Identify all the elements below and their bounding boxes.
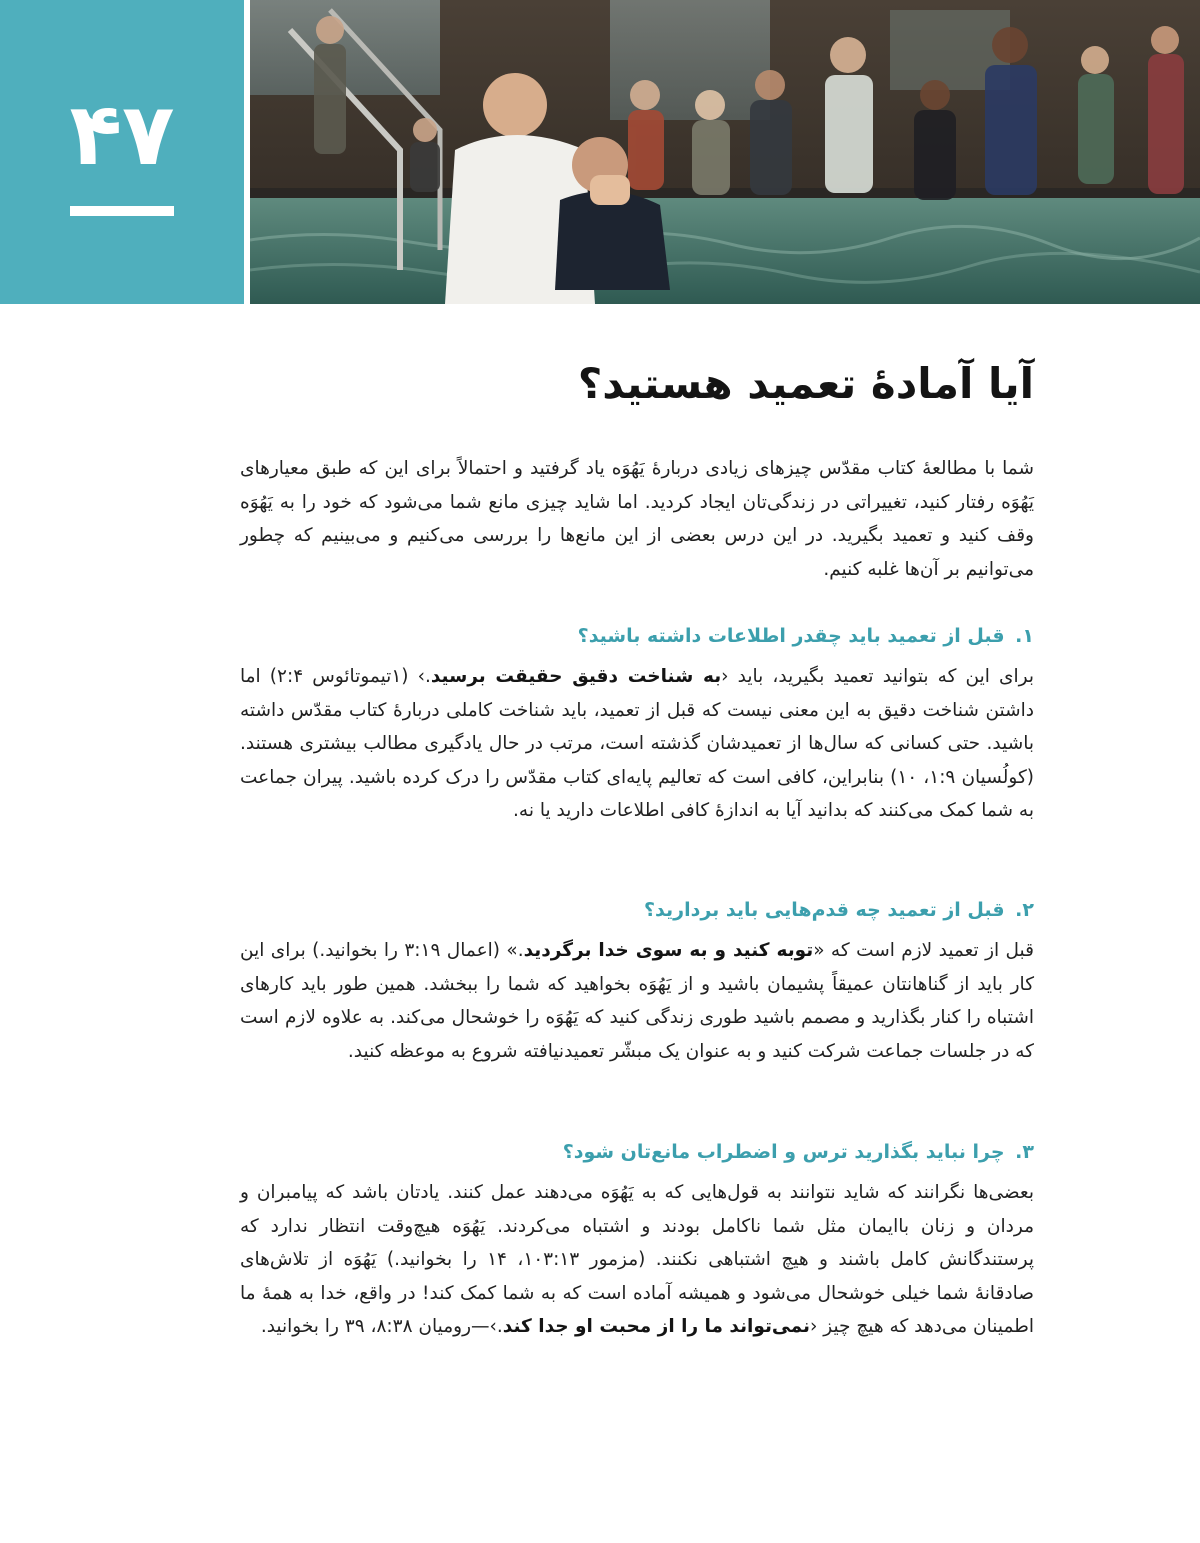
lesson-number: ۴۷ (69, 85, 175, 185)
section-2-heading (240, 894, 1034, 926)
section-3-text-start: بعضی‌ها نگرانند که شاید نتوانند به قول‌هایی که به یَهُوَه می‌دهند عمل کنند. یادتان باشد که پیامبران و مردان و زنان باایمان مثل شما ناکامل بودند و اشتباه می‌کردند. یَهُوَه هیچ‌وقت انتظار ندارد که پرستندگانش کامل باشند و هیچ اشتباهی نکنند. (مزمور ۱۰۳:۱۳، ۱۴ را بخوانید.) یَهُوَه از تلاش‌های صادقانهٔ شما خیلی خوشحال می‌شود و همیشه آماده است که به شما کمک کند! در واقع، خدا به همهٔ ما اطمینان می‌دهد که هیچ چیز ‹ (240, 1182, 1034, 1337)
section-1-paragraph (240, 660, 1034, 828)
section-2-scripture-quote: توبه کنید و به سوی خدا برگردید (523, 940, 814, 961)
section-3-heading (240, 1136, 1034, 1168)
section-1-text-end: .› (۱تیموتائوس ۲:۴) اما داشتن شناخت دقیق به این معنی نیست که قبل از تعمید، باید شناخت کاملی دربارهٔ کتاب مقدّس داشته باشید. حتی کسانی که سال‌ها از تعمیدشان گذشته است، مرتب در حال یادگیری مطالب بیشتری هستند. (کولُسیان ۱:۹، ۱۰) بنابراین، کافی است که تعالیم پایه‌ای کتاب مقدّس را درک کرده باشید. پیران جماعت به شما کمک می‌کنند که بدانید آیا به اندازهٔ کافی اطلاعات دارید یا نه. (240, 666, 1034, 821)
section-3-paragraph (240, 1176, 1034, 1344)
page-title: آیا آمادهٔ تعمید هستید؟ (577, 359, 1034, 408)
section-1-scripture-quote: به شناخت دقیق حقیقت برسید (430, 666, 722, 687)
section-2-text-start: قبل از تعمید لازم است که « (813, 940, 1034, 961)
section-2-text-end: .» (اعمال ۳:۱۹ را بخوانید.) برای این کار باید از گناهانتان عمیقاً پشیمان باشید و از یَهُوَه بخواهید که شما را ببخشد. همین طور باید کارهای اشتباه را کنار بگذارید و مصمم باشید طوری زندگی کنید که یَهُوَه را خوشحال می‌کند. به علاوه لازم است که در جلسات جماعت شرکت کنید و به عنوان یک مبشّر تعمیدنیافته شروع به موعظه کنید. (240, 940, 1034, 1062)
baptism-photo (250, 0, 1200, 304)
section-1-text-start: برای این که بتوانید تعمید بگیرید، باید ‹ (721, 666, 1034, 687)
section-1-title: قبل از تعمید باید چقدر اطلاعات داشته باشید؟ (577, 625, 1005, 647)
section-1-number: ۱. (1015, 625, 1034, 647)
lesson-number-box (0, 0, 244, 304)
lesson-number-underline (70, 206, 174, 216)
section-2-paragraph (240, 934, 1034, 1068)
section-2-number: ۲. (1015, 899, 1034, 921)
intro-paragraph: شما با مطالعهٔ کتاب مقدّس چیزهای زیادی دربارهٔ یَهُوَه یاد گرفتید و احتمالاً برای این که طبق معیارهای یَهُوَه رفتار کنید، تغییراتی در زندگی‌تان ایجاد کردید. اما شاید چیزی مانع شما می‌شود که خود را به یَهُوَه وقف کنید و تعمید بگیرید. در این درس بعضی از این مانع‌ها را بررسی می‌کنیم و می‌بینیم که چطور می‌توانیم بر آن‌ها غلبه کنیم. (240, 458, 1034, 580)
section-3-title: چرا نباید بگذارید ترس و اضطراب مانع‌تان شود؟ (562, 1141, 1005, 1163)
section-3-number: ۳. (1015, 1141, 1034, 1163)
section-3-scripture-quote: نمی‌تواند ما را از محبت او جدا کند (502, 1316, 810, 1337)
section-3-text-end: .›—رومیان ۸:۳۸، ۳۹ را بخوانید. (260, 1316, 503, 1337)
section-1-heading (240, 620, 1034, 652)
section-2-title: قبل از تعمید چه قدم‌هایی باید بردارید؟ (644, 899, 1005, 921)
